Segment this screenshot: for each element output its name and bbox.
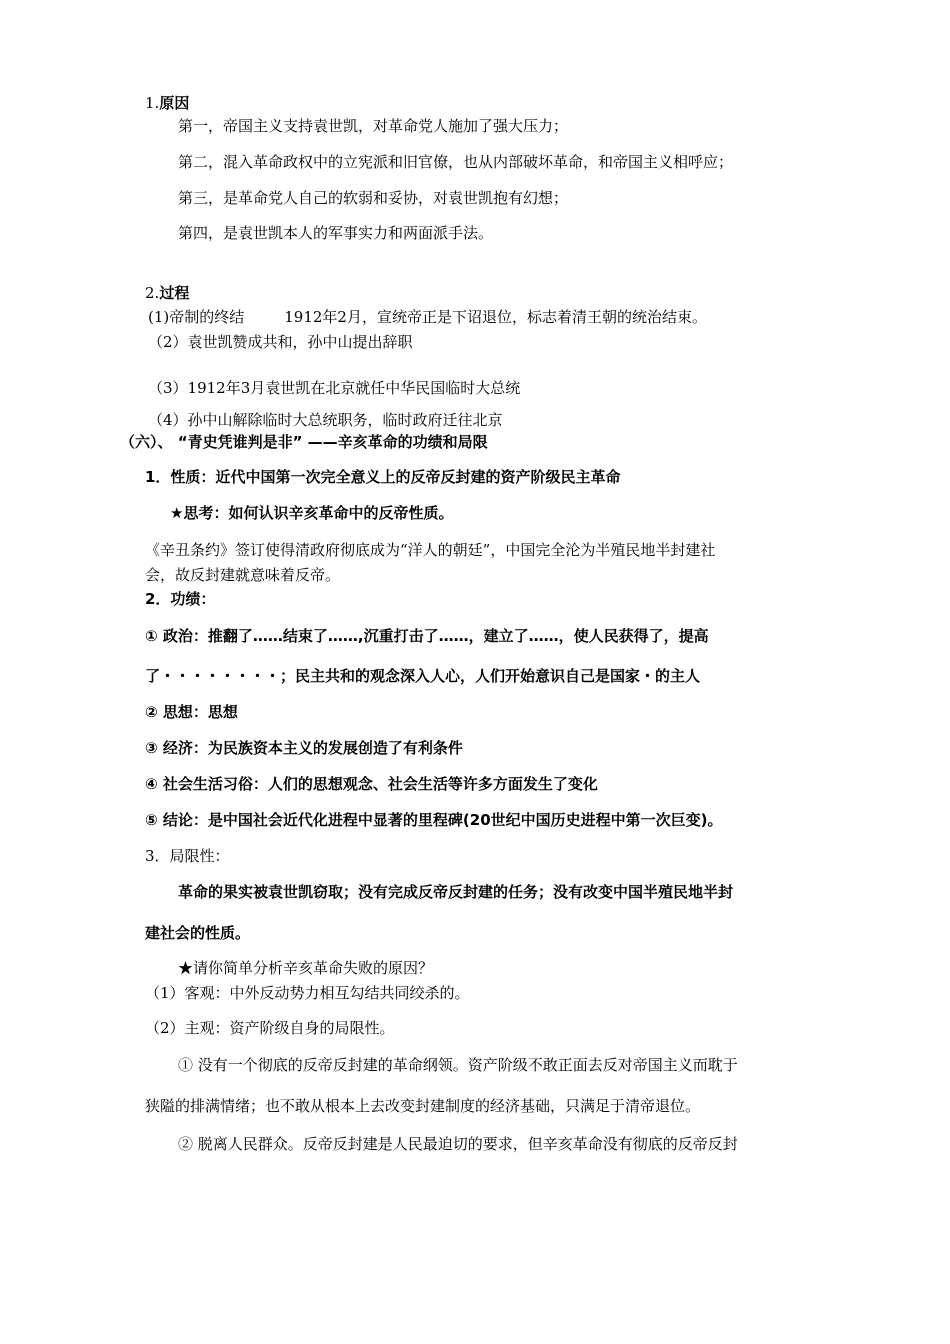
merit-1-line-1: ① 政治：推翻了……结束了……,沉重打击了……，建立了……，使人民获得了，提高 (145, 627, 709, 645)
merit-3: ③ 经济：为民族资本主义的发展创造了有利条件 (145, 739, 463, 757)
section1-item-3: 第三，是革命党人自己的软弱和妥协，对袁世凯抱有幻想； (178, 189, 569, 207)
section1-item-1: 第一，帝国主义支持袁世凯，对革命党人施加了强大压力； (178, 117, 569, 135)
section6-title: （六）、 “青史凭谁判是非” ——辛亥革命的功绩和局限 (120, 433, 488, 451)
section1-heading-title: 原因 (159, 94, 190, 112)
limits-line-1: 革命的果实被袁世凯窃取；没有完成反帝反封建的任务；没有改变中国半殖民地半封 (178, 883, 734, 901)
section2-heading-num: 2. (145, 284, 160, 302)
think-question-2: ★请你简单分析辛亥革命失败的原因？ (178, 959, 434, 977)
section2-step-1 (148, 307, 707, 327)
section2-step-1-label: (1)帝制的终结 (148, 308, 245, 326)
limits-heading: 3．局限性： (145, 847, 230, 865)
objective-reason: （1）客观：中外反动势力相互勾结共同绞杀的。 (145, 984, 470, 1002)
section2-step-2: （2）袁世凯赞成共和，孙中山提出辞职 (148, 333, 413, 351)
reason-1-line-1: ① 没有一个彻底的反帝反封建的革命纲领。资产阶级不敢正面去反对帝国主义而耽于 (178, 1056, 738, 1074)
section2-heading-title: 过程 (159, 284, 190, 302)
merit-2: ② 思想：思想 (145, 703, 238, 721)
section2-heading (145, 283, 189, 303)
section2-step-4: （4）孙中山解除临时大总统职务，临时政府迁往北京 (148, 411, 503, 429)
section2-step-1-text: 1912年2月，宣统帝正是下诏退位，标志着清王朝的统治结束。 (284, 308, 707, 326)
merit-1-line-2: 了・・・・・・・・；民主共和的观念深入人心，人们开始意识自己是国家・的主人 (145, 667, 701, 685)
answer-1-line-1: 《辛丑条约》签订使得清政府彻底成为“洋人的朝廷”，中国完全沦为半殖民地半封建社 (145, 541, 716, 559)
subjective-reason: （2）主观：资产阶级自身的局限性。 (145, 1019, 395, 1037)
merit-4: ④ 社会生活习俗：人们的思想观念、社会生活等许多方面发生了变化 (145, 775, 598, 793)
section1-heading (145, 93, 189, 113)
reason-2-line-1: ② 脱离人民群众。反帝反封建是人民最迫切的要求，但辛亥革命没有彻底的反帝反封 (178, 1135, 738, 1153)
merits-heading: 2．功绩： (145, 590, 216, 608)
nature-line: 1．性质：近代中国第一次完全意义上的反帝反封建的资产阶级民主革命 (145, 468, 621, 486)
answer-1-line-2: 会，故反封建就意味着反帝。 (145, 566, 341, 584)
section1-item-2: 第二，混入革命政权中的立宪派和旧官僚，也从内部破坏革命，和帝国主义相呼应； (178, 153, 734, 171)
limits-line-2: 建社会的性质。 (145, 924, 251, 942)
section2-step-3: （3）1912年3月袁世凯在北京就任中华民国临时大总统 (148, 379, 521, 397)
think-question-1: ★思考：如何认识辛亥革命中的反帝性质。 (170, 504, 454, 522)
reason-1-line-2: 狭隘的排满情绪；也不敢从根本上去改变封建制度的经济基础，只满足于清帝退位。 (145, 1097, 701, 1115)
section1-heading-num: 1. (145, 94, 160, 112)
merit-5: ⑤ 结论：是中国社会近代化进程中显著的里程碑(20世纪中国历史进程中第一次巨变)。 (145, 811, 723, 829)
section1-item-4: 第四，是袁世凯本人的军事实力和两面派手法。 (178, 224, 494, 242)
